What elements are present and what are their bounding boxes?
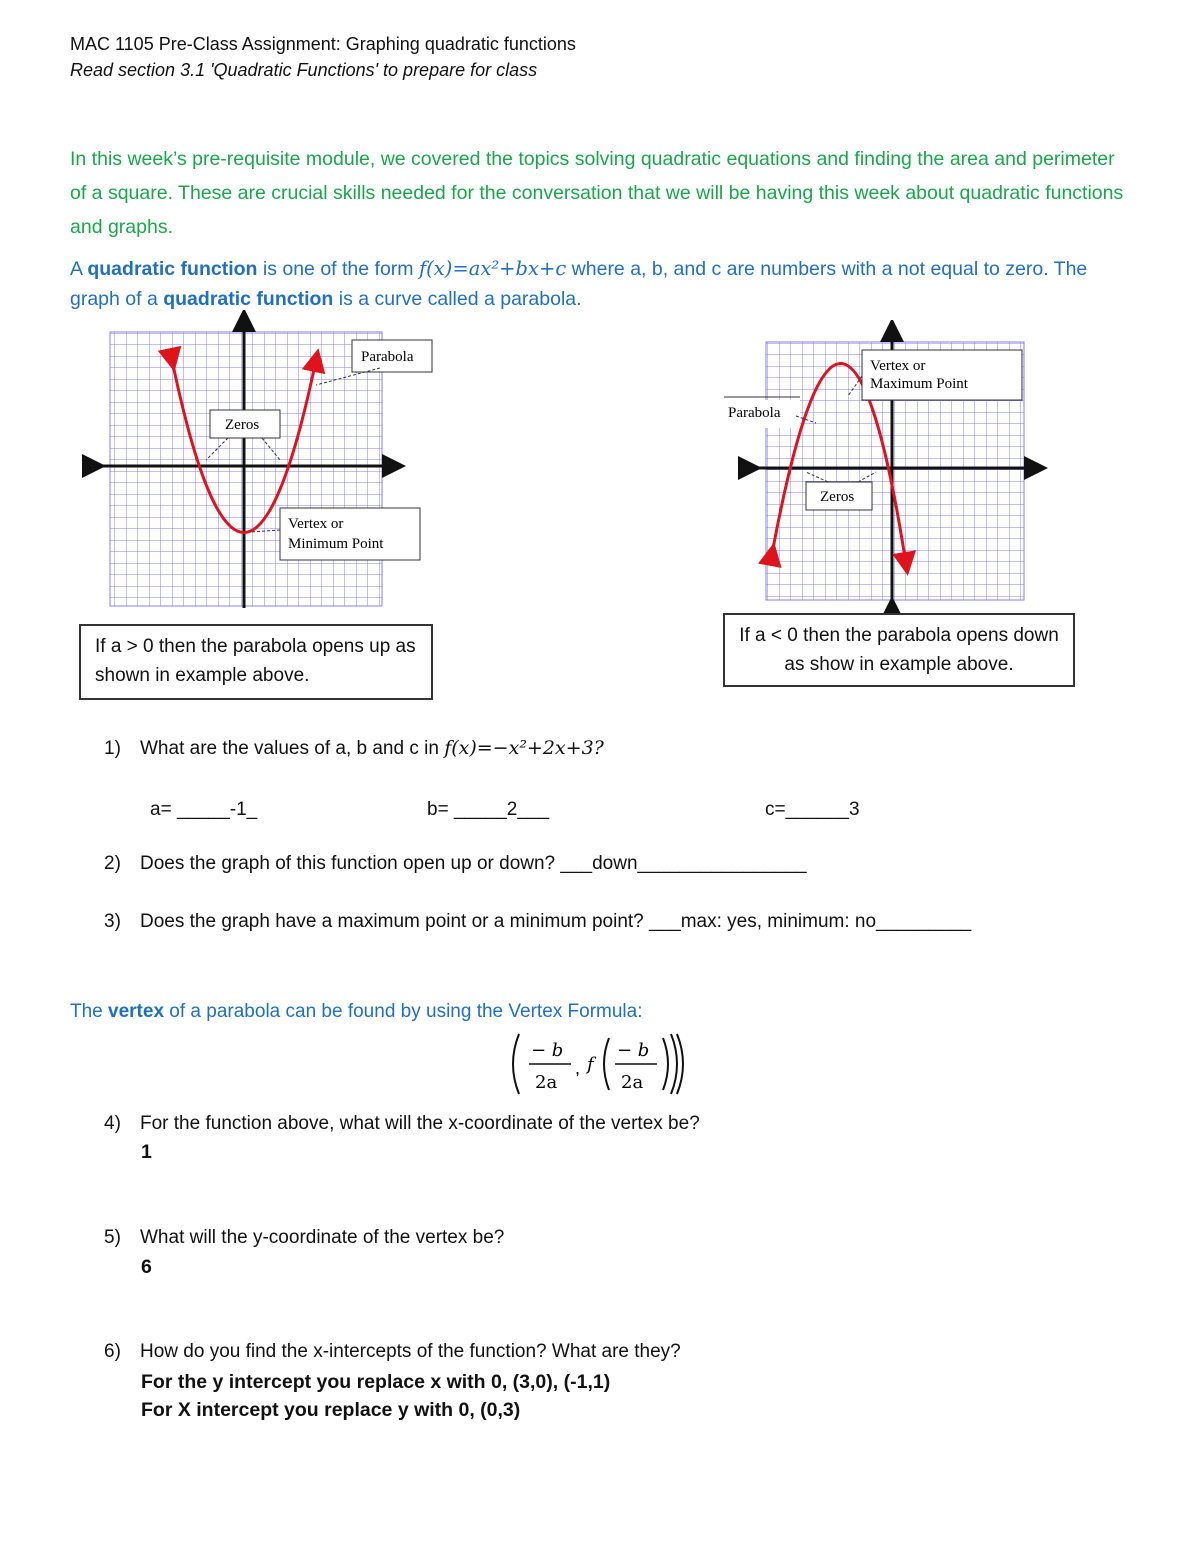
caption-a-positive: If a > 0 then the parabola opens up as shown in example above.	[79, 624, 433, 700]
label-zeros-right: Zeros	[820, 489, 855, 505]
answer-5: 6	[141, 1256, 152, 1278]
graph-upward-parabola	[80, 310, 440, 620]
vertex-num-2: − b	[617, 1040, 650, 1061]
vertex-num-1: − b	[531, 1040, 564, 1061]
question-1: 1) What are the values of a, b and c in f(x)=−x²+2x+3?	[104, 737, 604, 759]
question-5: 5) What will the y-coordinate of the vertex be?	[104, 1227, 505, 1248]
answer-a: a= _____-1_	[150, 799, 258, 820]
answer-c: c=______3	[765, 799, 860, 820]
graph-downward-parabola	[710, 320, 1050, 620]
label-vertex-right-2: Maximum Point	[870, 376, 968, 392]
label-vertex-right-1: Vertex or	[870, 358, 926, 374]
doc-subtitle: Read section 3.1 'Quadratic Functions' to prepare for class	[70, 60, 538, 80]
term-vertex: vertex	[108, 1001, 165, 1022]
vertex-den-1: 2a	[535, 1072, 558, 1093]
label-vertex-left-1: Vertex or	[288, 516, 344, 532]
intro-paragraph: In this week’s pre-requisite module, we covered the topics solving quadratic equations and finding the area and perimeter of a square. These are crucial skills needed for the conversation that we will be having this week about quadratic functions and graphs.	[70, 148, 1124, 238]
vertex-formula-intro: The vertex of a parabola can be found by using the Vertex Formula:	[70, 1001, 643, 1022]
vertex-den-2: 2a	[621, 1072, 644, 1093]
doc-title: MAC 1105 Pre-Class Assignment: Graphing quadratic functions	[70, 34, 576, 54]
question-6: 6) How do you find the x-intercepts of the function? What are they?	[104, 1341, 681, 1362]
answer-6-line-1: For the y intercept you replace x with 0, (3,0), (-1,1)	[141, 1371, 611, 1393]
term-quadratic-function: quadratic function	[87, 258, 258, 280]
q1-formula: f(x)=−x²+2x+3?	[444, 737, 604, 759]
question-4: 4) For the function above, what will the x-coordinate of the vertex be?	[104, 1113, 700, 1134]
label-vertex-left-2: Minimum Point	[288, 536, 384, 552]
label-zeros-left: Zeros	[225, 417, 260, 433]
definition-paragraph: A quadratic function is one of the form f(x)=ax²+bx+c where a, b, and c are numbers with a not equal to zero. The graph of a quadratic function is a curve called a parabola.	[70, 257, 1088, 310]
label-parabola-left: Parabola	[361, 349, 414, 365]
answer-4: 1	[141, 1141, 152, 1163]
question-2: 2) Does the graph of this function open up or down? ___down________________	[104, 853, 807, 874]
answer-b: b= _____2___	[427, 799, 550, 820]
label-parabola-right: Parabola	[728, 405, 781, 421]
caption-a-negative: If a < 0 then the parabola opens down as show in example above.	[723, 613, 1075, 687]
vertex-f: f	[587, 1054, 594, 1075]
answer-6-line-2: For X intercept you replace y with 0, (0,3)	[141, 1399, 521, 1421]
vertex-formula	[505, 1030, 685, 1100]
general-form-formula: f(x)=ax²+bx+c	[418, 257, 567, 280]
svg-text:,: ,	[575, 1058, 581, 1078]
question-3: 3) Does the graph have a maximum point or a minimum point? ___max: yes, minimum: no_________	[104, 911, 972, 932]
